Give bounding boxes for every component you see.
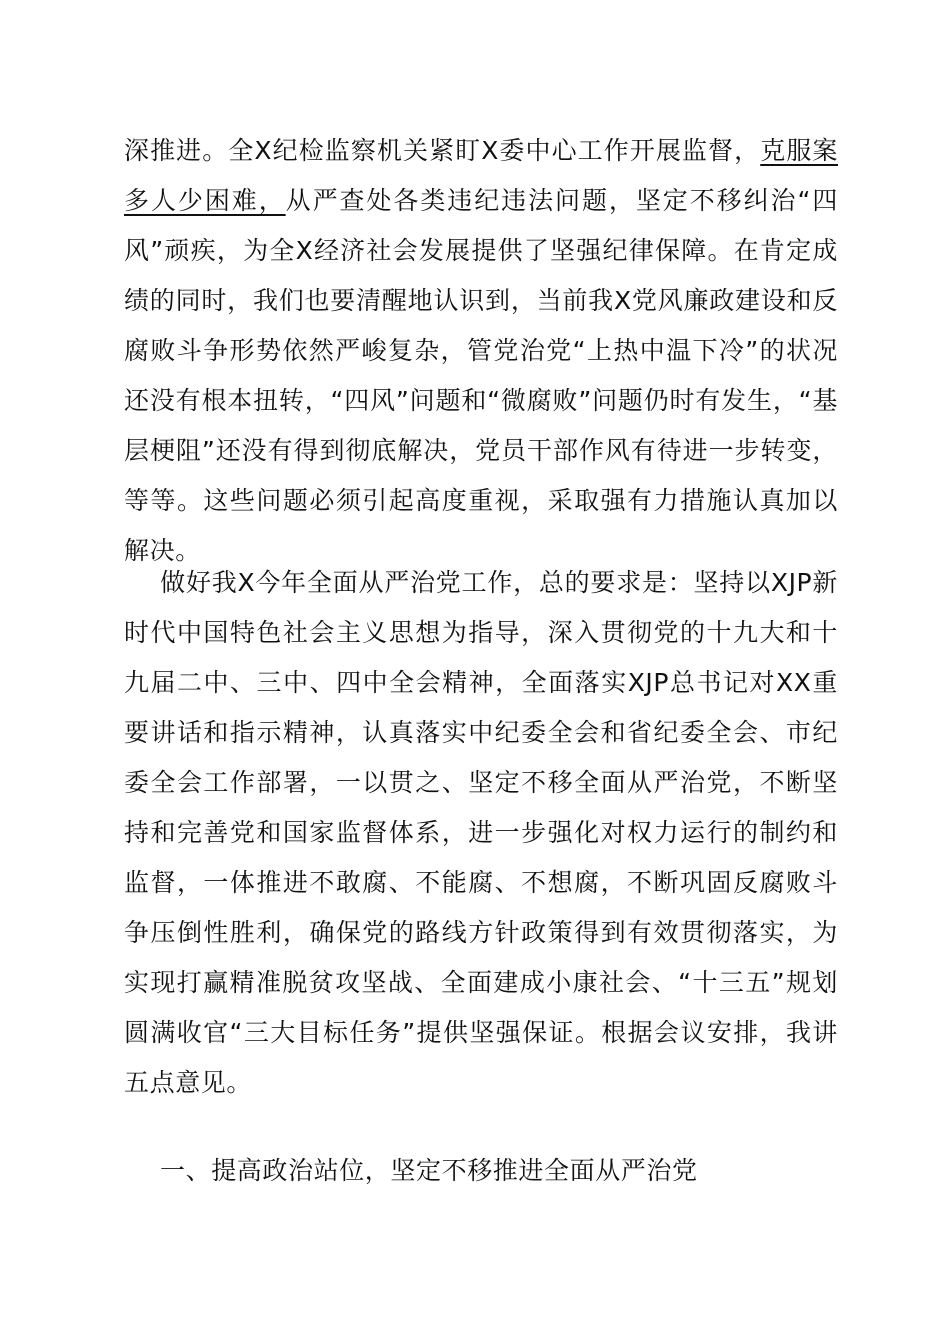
paragraph-1-lead: 深推进。全X纪检监察机关紧盯X委中心工作开展监督，: [124, 136, 761, 165]
paragraph-1: [124, 126, 838, 576]
section-heading-1: [124, 1146, 838, 1196]
paragraph-1-rest: 从严查处各类违纪违法问题，坚定不移纠治“四风”顽疾，为全X经济社会发展提供了坚强纪律保障。在肯定成绩的同时，我们也要清醒地认识到，当前我X党风廉政建设和反腐败斗争形势依然严峻复杂，管党治党“上热中温下冷”的状况还没有根本扭转，“四风”问题和“微腐败”问题仍时有发生，“基层梗阻”还没有得到彻底解决，党员干部作风有待进一步转变，等等。这些问题必须引起高度重视，采取强有力措施认真加以解决。: [124, 186, 838, 565]
paragraph-1-underlined-phrase: 克服案多人少困难，: [124, 136, 838, 215]
heading-1-text: 一、提高政治站位，坚定不移推进全面从严治党: [160, 1156, 698, 1185]
paragraph-2-text: 做好我X今年全面从严治党工作，总的要求是：坚持以XJP新时代中国特色社会主义思想为指导，深入贯彻党的十九大和十九届二中、三中、四中全会精神，全面落实XJP总书记对XX重要讲话和指示精神，认真落实中纪委全会和省纪委全会、市纪委全会工作部署，一以贯之、坚定不移全面从严治党，不断坚持和完善党和国家监督体系，进一步强化对权力运行的制约和监督，一体推进不敢腐、不能腐、不想腐，不断巩固反腐败斗争压倒性胜利，确保党的路线方针政策得到有效贯彻落实，为实现打赢精准脱贫攻坚战、全面建成小康社会、“十三五”规划圆满收官“三大目标任务”提供坚强保证。根据会议安排，我讲五点意见。: [124, 568, 838, 1097]
paragraph-2: [124, 558, 838, 1108]
